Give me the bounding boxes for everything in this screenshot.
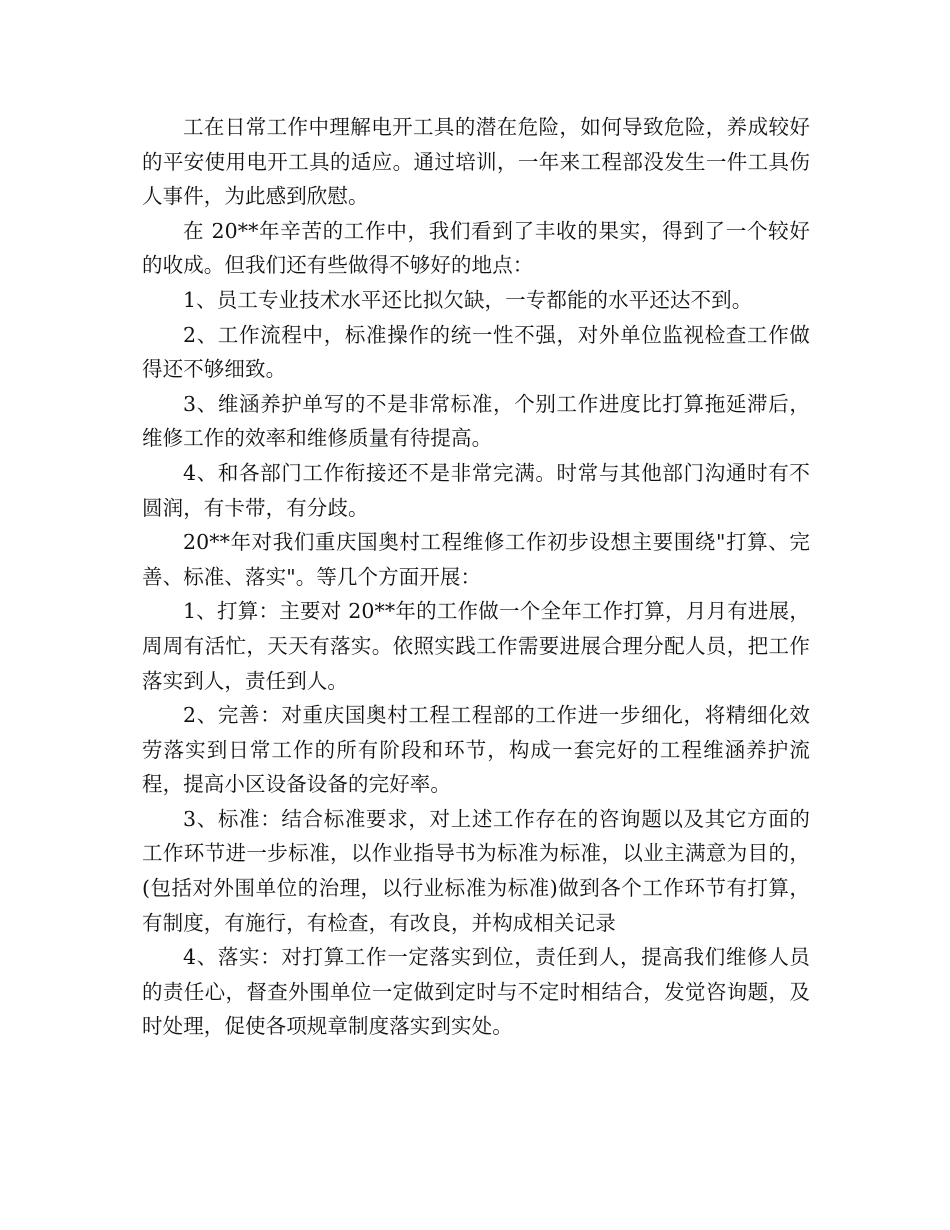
paragraph-issue-2: 2、工作流程中，标准操作的统一性不强，对外单位监视检查工作做得还不够细致。 <box>142 322 810 382</box>
paragraph-issue-1: 1、员工专业技术水平还比拟欠缺，一专都能的水平还达不到。 <box>183 287 753 312</box>
paragraph-issue-4: 4、和各部门工作衔接还不是非常完满。时常与其他部门沟通时有不圆润，有卡带，有分歧。 <box>142 460 810 520</box>
document-body <box>142 110 810 1044</box>
paragraph-plan-2: 2、完善：对重庆国奥村工程工程部的工作进一步细化，将精细化效劳落实到日常工作的所有阶段和环节，构成一套完好的工程维涵养护流程，提高小区设备设备的完好率。 <box>142 703 810 797</box>
paragraph-issue-3: 3、维涵养护单写的不是非常标准，个别工作进度比打算拖延滞后，维修工作的效率和维修质量有待提高。 <box>142 391 810 451</box>
paragraph-plan-3: 3、标准：结合标准要求，对上述工作存在的咨询题以及其它方面的工作环节进一步标准，以作业指导书为标准为标准，以业主满意为目的，(包括对外围单位的治理，以行业标准为标准)做到各个工作环节有打算，有制度，有施行，有检查，有改良，并构成相关记录 <box>142 806 810 935</box>
paragraph-plan-4: 4、落实：对打算工作一定落实到位，责任到人，提高我们维修人员的责任心，督查外围单位一定做到定时与不定时相结合，发觉咨询题，及时处理，促使各项规章制度落实到实处。 <box>142 945 810 1039</box>
paragraph-plan-intro: 20**年对我们重庆国奥村工程维修工作初步设想主要围绕"打算、完善、标准、落实"。等几个方面开展： <box>142 530 810 589</box>
paragraph-plan-1: 1、打算：主要对 20**年的工作做一个全年工作打算，月月有进展，周周有活忙，天天有落实。依照实践工作需要进展合理分配人员，把工作落实到人，责任到人。 <box>142 599 810 693</box>
paragraph-tool-safety: 工在日常工作中理解电开工具的潜在危险，如何导致危险，养成较好的平安使用电开工具的适应。通过培训，一年来工程部没发生一件工具伤人事件，为此感到欣慰。 <box>142 115 810 209</box>
paragraph-year-summary: 在 20**年辛苦的工作中，我们看到了丰收的果实，得到了一个较好的收成。但我们还有些做得不够好的地点： <box>142 218 810 278</box>
